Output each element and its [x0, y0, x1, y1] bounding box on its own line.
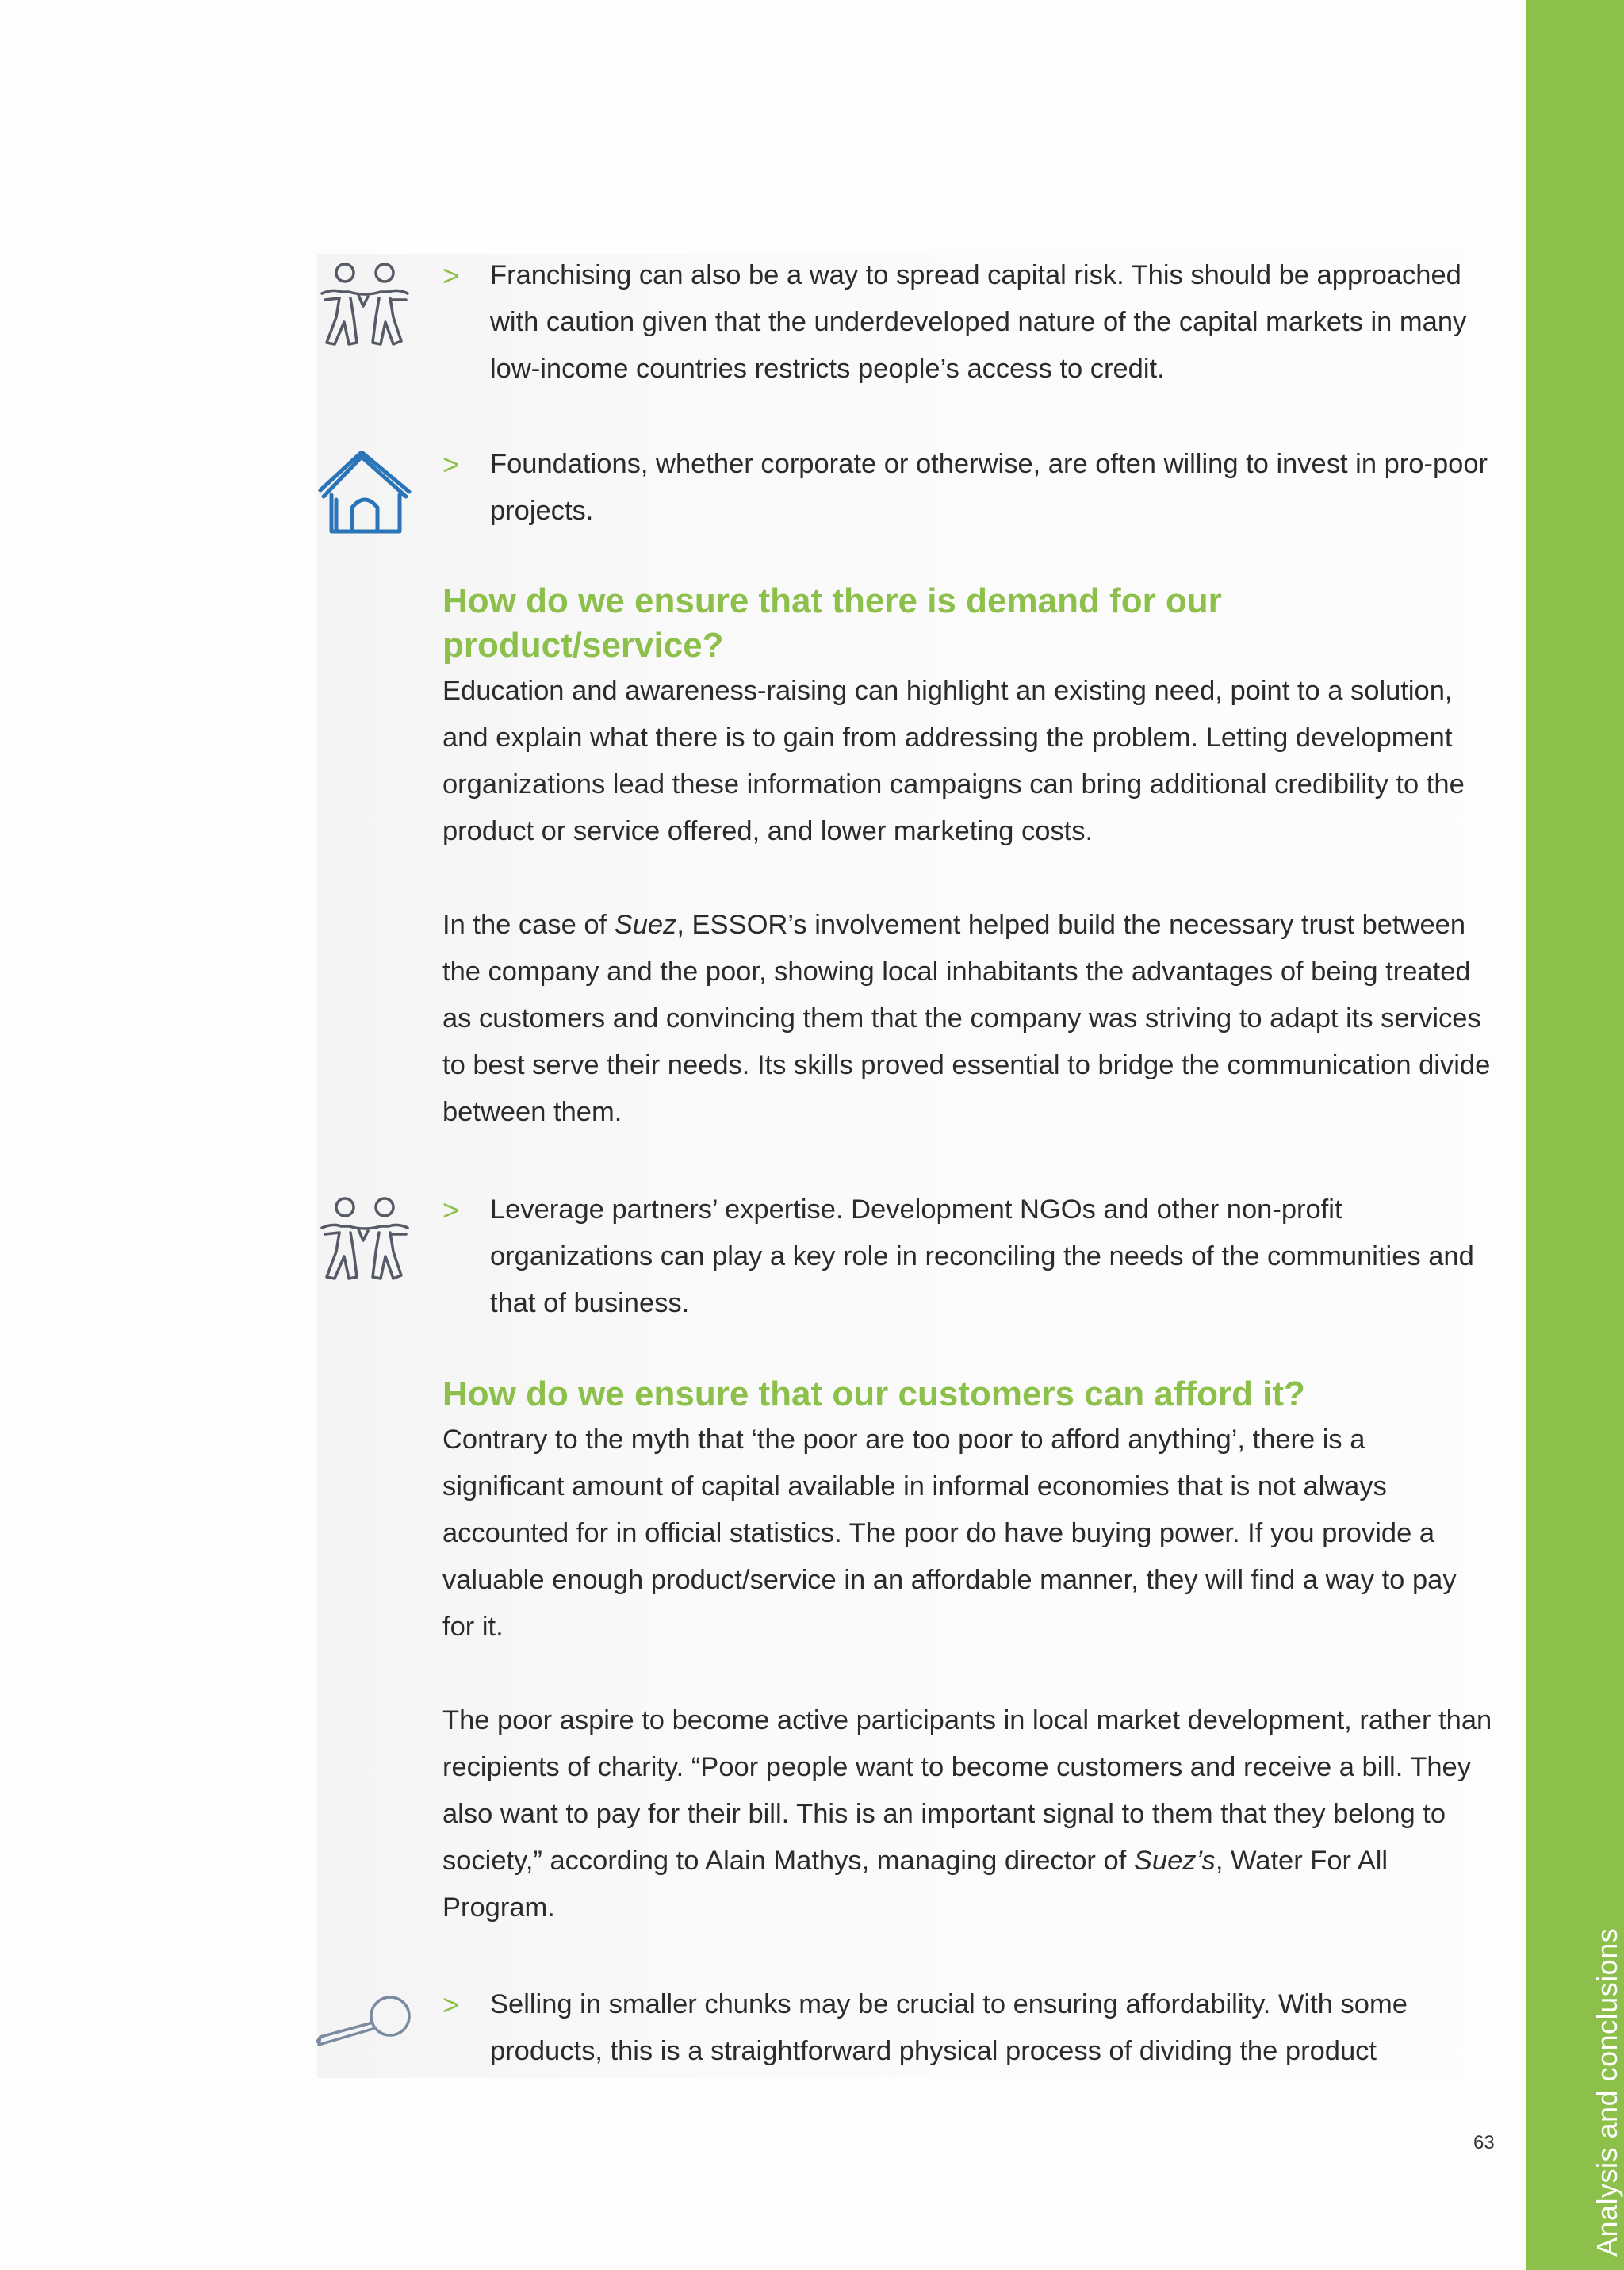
paragraph: In the case of Suez, ESSOR’s involvement helped build the necessary trust between the company and the poor, showing local inhabitants the advantages of being treated as customers and convincing them that the company was striving to adapt its services to best serve their needs. Its skills proved essential to bridge the communication divide between them. [442, 910, 1491, 1127]
bullet-marker: > [442, 1988, 460, 2021]
page-number: 63 [1473, 2132, 1495, 2153]
people-icon [317, 262, 412, 349]
paragraph: Education and awareness-raising can highlight an existing need, point to a solution, and explain what there is to gain from addressing the problem. Letting development organizations lead these information campaigns can bring additional credibility to the product or service offered, and lower marketing costs. [442, 676, 1465, 846]
section-demand [442, 579, 1493, 1136]
bullet-marker: > [442, 448, 460, 481]
bullet-text: Leverage partners’ expertise. Development NGOs and other non-profit organizations can play a key role in reconciling the needs of the communities and that of business. [490, 1194, 1474, 1318]
bullet-marker: > [442, 1194, 460, 1226]
bullet-leverage [442, 1187, 1493, 1327]
bullet-text: Selling in smaller chunks may be crucial to ensuring affordability. With some products, this is a straightforward physical process of dividing the product [490, 1989, 1408, 2066]
magnifier-icon [314, 1991, 433, 2054]
section-affordability [442, 1372, 1493, 1931]
bullet-foundations [442, 441, 1493, 535]
bullet-marker: > [442, 259, 460, 292]
house-icon [317, 451, 412, 538]
bullet-franchising [442, 252, 1493, 393]
bullet-chunks [442, 1981, 1493, 2075]
section-label: Analysis and conclusions [1591, 1927, 1623, 2257]
people-icon [317, 1196, 412, 1283]
section-heading: How do we ensure that our customers can afford it? [442, 1375, 1305, 1413]
paragraph: The poor aspire to become active participants in local market development, rather than recipients of charity. “Poor people want to become customers and receive a bill. They also want to pay for their bill. This is an important signal to them that they belong to society,” according to Alain Mathys, managing director of Suez’s, Water For All Program. [442, 1705, 1492, 1923]
paragraph: Contrary to the myth that ‘the poor are too poor to afford anything’, there is a significant amount of capital available in informal economies that is not always accounted for in official statistics. The poor do have buying power. If you provide a valuable enough product/service in an affordable manner, they will find a way to pay for it. [442, 1425, 1457, 1642]
bullet-text: Foundations, whether corporate or otherwise, are often willing to invest in pro-poor projects. [490, 449, 1488, 526]
section-heading: How do we ensure that there is demand for our product/service? [442, 581, 1222, 665]
bullet-text: Franchising can also be a way to spread capital risk. This should be approached with caution given that the underdeveloped nature of the capital markets in many low-income countries restricts people’s access to credit. [490, 260, 1467, 384]
